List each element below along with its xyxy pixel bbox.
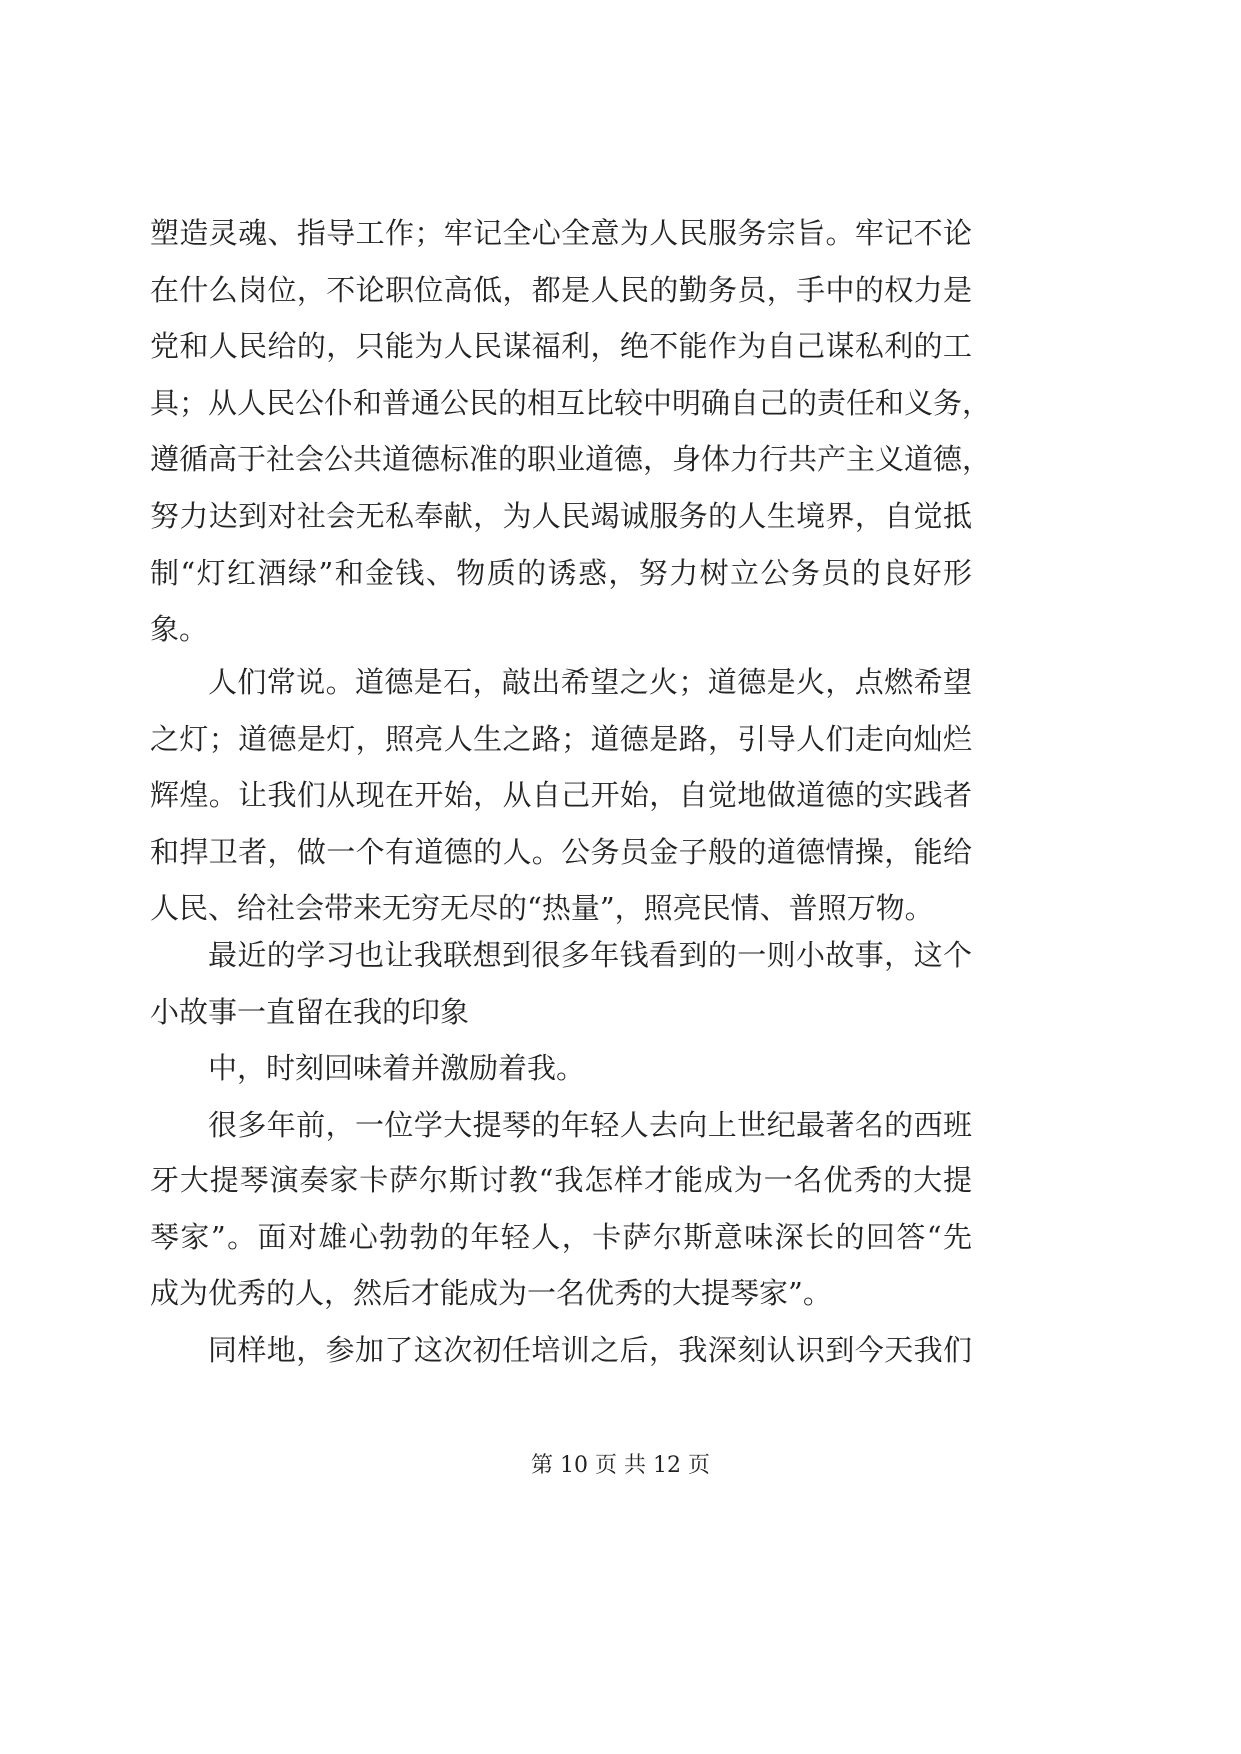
paragraph-start-line: 人们常说。道德是石，敲出希望之火；道德是火，点燃希望: [208, 665, 972, 699]
text-line: 具；从人民公仆和普通公民的相互比较中明确自己的责任和义务，: [150, 386, 992, 420]
paragraph-start-line: 很多年前，一位学大提琴的年轻人去向上世纪最著名的西班: [208, 1108, 972, 1142]
text-line: 和捍卫者，做一个有道德的人。公务员金子般的道德情操，能给: [150, 835, 972, 869]
text-line: 辉煌。让我们从现在开始，从自己开始，自觉地做道德的实践者: [150, 778, 972, 812]
paragraph-start-line: 同样地，参加了这次初任培训之后，我深刻认识到今天我们: [208, 1333, 972, 1367]
text-line: 在什么岗位，不论职位高低，都是人民的勤务员，手中的权力是: [150, 273, 972, 307]
text-line: 塑造灵魂、指导工作；牢记全心全意为人民服务宗旨。牢记不论: [150, 216, 972, 250]
text-line: 象。: [150, 612, 209, 646]
paragraph-start-line: 最近的学习也让我联想到很多年钱看到的一则小故事，这个: [208, 938, 972, 972]
text-line: 成为优秀的人，然后才能成为一名优秀的大提琴家”。: [150, 1276, 832, 1310]
text-line: 遵循高于社会公共道德标准的职业道德，身体力行共产主义道德，: [150, 442, 992, 476]
text-line: 人民、给社会带来无穷无尽的“热量”，照亮民情、普照万物。: [150, 891, 934, 925]
text-line: 琴家”。面对雄心勃勃的年轻人，卡萨尔斯意味深长的回答“先: [150, 1220, 972, 1254]
text-line: 之灯；道德是灯，照亮人生之路；道德是路，引导人们走向灿烂: [150, 722, 972, 756]
text-line: 制“灯红酒绿”和金钱、物质的诱惑，努力树立公务员的良好形: [150, 556, 972, 590]
text-line: 牙大提琴演奏家卡萨尔斯讨教“我怎样才能成为一名优秀的大提: [150, 1163, 972, 1197]
page-number-footer: 第 10 页 共 12 页: [531, 1453, 710, 1478]
text-line: 努力达到对社会无私奉献，为人民竭诚服务的人生境界，自觉抵: [150, 499, 972, 533]
text-line: 党和人民给的，只能为人民谋福利，绝不能作为自己谋私利的工: [150, 329, 972, 363]
paragraph-start-line: 中，时刻回味着并激励着我。: [208, 1051, 586, 1085]
text-line: 小故事一直留在我的印象: [150, 995, 470, 1029]
